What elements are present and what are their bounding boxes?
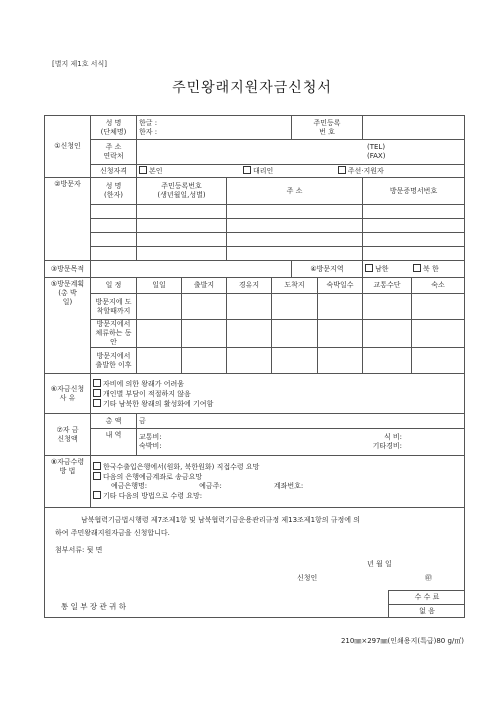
- qualification-options: [137, 165, 465, 178]
- plan-header-nights: 숙박일수: [318, 278, 363, 294]
- total-label: 총 액: [91, 414, 137, 429]
- reason-options: [91, 374, 465, 414]
- reason-option-2[interactable]: 개인별 부담이 적절하지 않음: [93, 389, 462, 399]
- plan-row: 방문지에 도착할때까지: [45, 294, 465, 320]
- qual-option-proxy[interactable]: 대리인: [243, 167, 273, 175]
- checkbox-icon: [93, 389, 101, 397]
- region-label: ④방문지역: [292, 261, 363, 278]
- name-label: 성 명 (단체명): [91, 116, 137, 140]
- plan-row: 방문지에서 출발한 이후: [45, 348, 465, 374]
- checkbox-icon: [93, 462, 101, 470]
- checkbox-icon: [139, 166, 147, 174]
- plan-header-lodging: 숙소: [412, 278, 465, 294]
- date-line[interactable]: 년 월 일: [367, 560, 392, 568]
- region-option-south[interactable]: 남한: [365, 265, 389, 273]
- applicant-signature-label: 신청인: [297, 574, 318, 582]
- recipient: 통 일 부 장 관 귀 하: [61, 602, 127, 611]
- reason-option-1[interactable]: 자비에 의한 왕래가 어려움: [93, 379, 462, 389]
- visitor-col-address: 주 소: [227, 178, 363, 205]
- reason-section-label: ⑥자금신청 사 유: [45, 374, 91, 414]
- seal-icon: ㊞: [425, 574, 432, 582]
- detail-field[interactable]: 교통비: 식 비: 숙박비: 기타경비:: [137, 429, 465, 456]
- reg-number-field[interactable]: [363, 116, 465, 140]
- plan-header-transport: 교통수단: [363, 278, 412, 294]
- receive-option-bank[interactable]: 다음의 은행예금계좌로 송금요망: [93, 472, 462, 482]
- qualification-label: 신청자격: [91, 165, 137, 178]
- visitor-row: [45, 219, 465, 233]
- plan-row: 방문지에서 체류하는 동안: [45, 320, 465, 348]
- plan-header-date: 일일: [137, 278, 182, 294]
- visitor-col-name: 성 명 (한자): [91, 178, 137, 205]
- checkbox-icon: [365, 264, 373, 272]
- visitor-col-cert: 방문증명서번호: [363, 178, 465, 205]
- checkbox-icon: [93, 472, 101, 480]
- bank-details: 예금은행명: 예금주: 계좌번호:: [111, 482, 304, 490]
- plan-section-label: ⑤방문계획 (총 박 일): [45, 278, 91, 374]
- visitor-section-label: ②방문자: [45, 178, 91, 261]
- plan-header-departure: 출발지: [182, 278, 227, 294]
- name-field[interactable]: 한글 : 한자 :: [137, 116, 292, 140]
- region-option-north[interactable]: 북 한: [413, 265, 439, 273]
- purpose-field[interactable]: [91, 261, 292, 278]
- checkbox-icon: [93, 491, 101, 499]
- receive-section-label: ⑧자금수령 방 법: [45, 456, 91, 508]
- checkbox-icon: [413, 264, 421, 272]
- address-field[interactable]: (TEL) (FAX): [137, 140, 465, 165]
- page-title: 주민왕래지원자금신청서: [172, 80, 332, 96]
- detail-label: 내 역: [91, 429, 137, 456]
- amount-section-label: ⑦자 금 신청액: [45, 414, 91, 456]
- visitor-row: [45, 205, 465, 219]
- visitor-row: [45, 233, 465, 247]
- checkbox-icon: [93, 399, 101, 407]
- qual-option-self[interactable]: 본인: [139, 167, 163, 175]
- receive-option-other[interactable]: 기타 다음의 방법으로 수령 요망:: [93, 491, 462, 501]
- fee-box: [388, 590, 465, 618]
- checkbox-icon: [243, 166, 251, 174]
- total-field[interactable]: 금: [137, 414, 465, 429]
- address-label: 주 소 연락처: [91, 140, 137, 165]
- plan-header-schedule: 일 정: [91, 278, 137, 294]
- statement-line-2: 하여 주민왕래지원자금을 신청합니다.: [55, 529, 170, 537]
- purpose-section-label: ③방문목적: [45, 261, 91, 278]
- checkbox-icon: [93, 379, 101, 387]
- application-form: [44, 115, 465, 618]
- fee-value: 없 음: [419, 607, 435, 615]
- attachments: 첨부서류: 뒷 면: [55, 546, 103, 554]
- qual-option-supporter[interactable]: 주선·지원자: [338, 167, 384, 175]
- applicant-section-label: ①신청인: [45, 116, 91, 178]
- visitor-col-reg: 주민등록번호 (생년월일,성별): [137, 178, 227, 205]
- checkbox-icon: [338, 166, 346, 174]
- reg-number-label: 주민등록 번 호: [292, 116, 363, 140]
- form-number: [별지 제1호 서식]: [52, 60, 107, 68]
- statement-line-1: 남북협력기금법시행령 제7조제1항 및 남북협력기금운용관리규정 제13조제1항의 규정에 의: [81, 516, 361, 524]
- reason-option-3[interactable]: 기타 남북한 왕래의 활성화에 기여함: [93, 399, 462, 409]
- fee-label: 수 수 료: [389, 591, 465, 605]
- receive-options: [91, 456, 465, 508]
- region-options: [363, 261, 465, 278]
- plan-header-arrival: 도착지: [272, 278, 318, 294]
- visitor-row: [45, 247, 465, 261]
- plan-header-via: 경유지: [227, 278, 272, 294]
- receive-option-direct[interactable]: 한국수출입은행에서(원화, 북한원화) 직접수령 요망: [93, 462, 462, 472]
- statement-area: [45, 508, 465, 618]
- paper-spec: 210㎜×297㎜(인쇄용지(특급)80 g/㎡): [340, 637, 464, 645]
